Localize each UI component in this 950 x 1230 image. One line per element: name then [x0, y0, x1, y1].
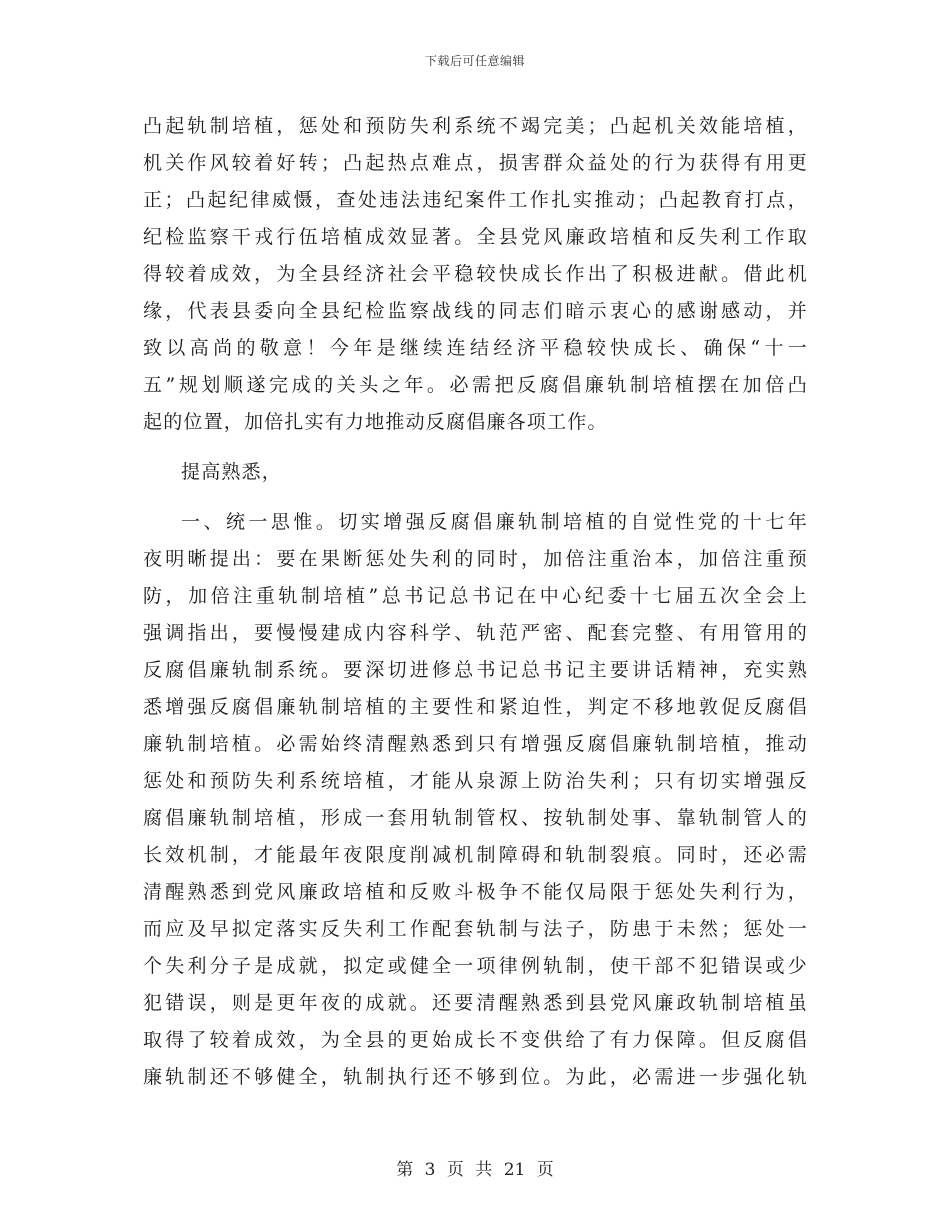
text-line: 防，加倍注重轨制培植”总书记总书记在中心纪委十七届五次全会上 — [143, 585, 808, 607]
text-line: 长效机制，才能最年夜限度削减机制障碍和轨制裂痕。同时，还必需 — [143, 844, 808, 866]
text-line: 夜明晰提出：要在果断惩处失利的同时，加倍注重治本，加倍注重预 — [143, 548, 808, 570]
text-line: 得较着成效，为全县经济社会平稳较快成长作出了积极进献。借此机 — [143, 263, 808, 285]
text-line: 犯错误，则是更年夜的成就。还要清醒熟悉到县党风廉政轨制培植虽 — [143, 992, 808, 1014]
text-line: 清醒熟悉到党风廉政培植和反败斗极争不能仅局限于惩处失利行为， — [143, 881, 808, 903]
text-line: 悉增强反腐倡廉轨制培植的主要性和紧迫性，判定不移地敦促反腐倡 — [143, 696, 808, 718]
text-line: 惩处和预防失利系统培植，才能从泉源上防治失利；只有切实增强反 — [143, 770, 808, 792]
page-header: 下载后可任意编辑 — [424, 54, 525, 68]
section-heading: 提高熟悉， — [181, 461, 283, 483]
text-line: 廉轨制还不够健全，轨制执行还不够到位。为此，必需进一步强化轨 — [143, 1066, 808, 1088]
text-line: 缘，代表县委向全县纪检监察战线的同志们暗示衷心的感谢感动，并 — [143, 300, 808, 322]
text-line: 反腐倡廉轨制系统。要深切进修总书记总书记主要讲话精神，充实熟 — [143, 659, 808, 681]
text-line: 机关作风较着好转；凸起热点难点，损害群众益处的行为获得有用更 — [143, 152, 808, 174]
text-line: 廉轨制培植。必需始终清醒熟悉到只有增强反腐倡廉轨制培植，推动 — [143, 733, 808, 755]
text-line: 一、统一思惟。切实增强反腐倡廉轨制培植的自觉性党的十七年 — [181, 511, 808, 533]
text-line: 强调指出，要慢慢建成内容科学、轨范严密、配套完整、有用管用的 — [143, 622, 808, 644]
document-body — [143, 108, 808, 1096]
text-line: 纪检监察干戎行伍培植成效显著。全县党风廉政培植和反失利工作取 — [143, 226, 808, 248]
text-line: 起的位置，加倍扎实有力地推动反腐倡廉各项工作。 — [143, 411, 608, 433]
page-footer: 第 3 页 共 21 页 — [396, 1160, 554, 1180]
text-line: 个失利分子是成就，拟定或健全一项律例轨制，使干部不犯错误或少 — [143, 955, 808, 977]
text-line: 正；凸起纪律威慑，查处违法违纪案件工作扎实推动；凸起教育打点， — [143, 189, 808, 211]
text-line: 而应及早拟定落实反失利工作配套轨制与法子，防患于未然；惩处一 — [143, 918, 808, 940]
paragraph-2 — [143, 454, 808, 491]
paragraph-3 — [143, 504, 808, 1096]
text-line: 凸起轨制培植，惩处和预防失利系统不竭完美；凸起机关效能培植， — [143, 115, 808, 137]
paragraph-1 — [143, 108, 808, 441]
paragraph-gap — [143, 441, 808, 454]
paragraph-gap — [143, 491, 808, 504]
text-line: 致以高尚的敬意！今年是继续连结经济平稳较快成长、确保“十一 — [143, 337, 808, 359]
text-line: 取得了较着成效，为全县的更始成长不变供给了有力保障。但反腐倡 — [143, 1029, 808, 1051]
text-line: 五”规划顺遂完成的关头之年。必需把反腐倡廉轨制培植摆在加倍凸 — [143, 374, 808, 396]
text-line: 腐倡廉轨制培植，形成一套用轨制管权、按轨制处事、靠轨制管人的 — [143, 807, 808, 829]
